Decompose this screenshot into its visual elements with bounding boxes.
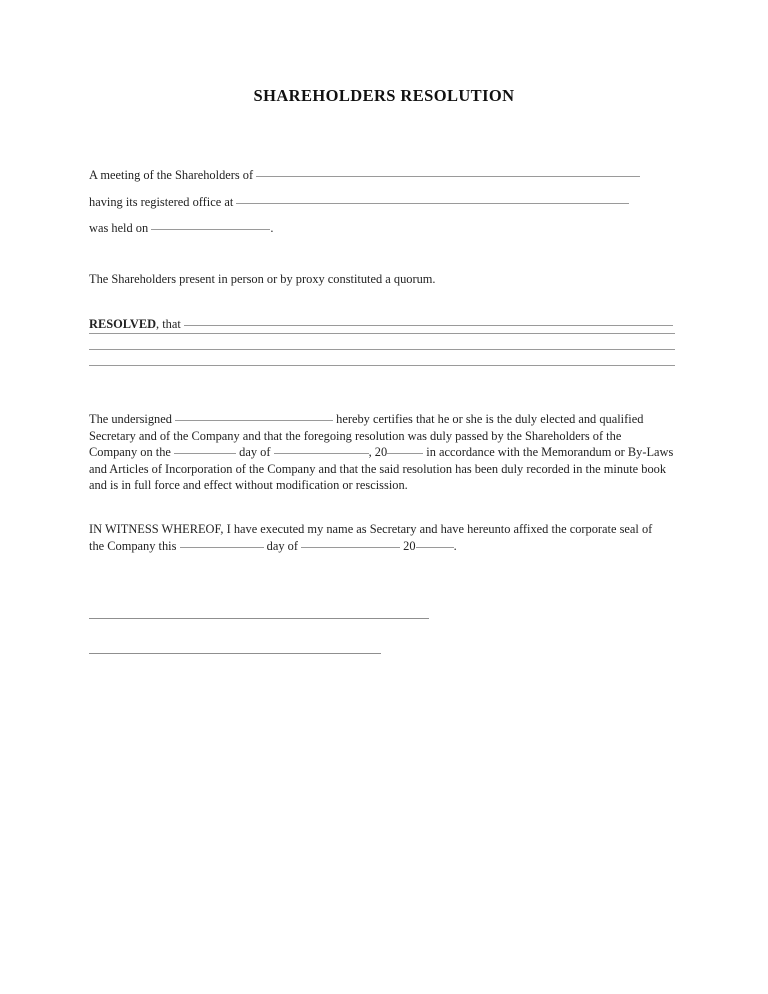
witness-line2-a: the Company this	[89, 538, 177, 553]
signature-line-secondary[interactable]	[89, 653, 381, 654]
certification-line3-a: Company on the	[89, 445, 171, 459]
resolution-month-blank[interactable]	[274, 453, 369, 454]
registered-office-blank[interactable]	[236, 203, 629, 204]
signature-block	[89, 608, 679, 654]
resolved-label: RESOLVED	[89, 317, 157, 331]
secretary-name-blank[interactable]	[175, 420, 333, 421]
quorum-statement: The Shareholders present in person or by proxy constituted a quorum.	[89, 272, 436, 286]
certification-line-4: and Articles of Incorporation of the Company and that the said resolution has been duly recorded in the minute book	[89, 461, 667, 476]
certification-line-3	[89, 444, 679, 461]
certification-line3-d: in accordance with the Memorandum or By-Laws	[426, 445, 674, 459]
resolution-blank-row[interactable]	[89, 333, 679, 349]
meeting-of-shareholders-line	[89, 168, 679, 183]
held-line-prefix: was held on	[89, 221, 149, 235]
resolution-extra-lines	[89, 333, 679, 381]
office-line-prefix: having its registered office at	[89, 195, 234, 209]
witness-year-blank[interactable]	[416, 547, 454, 548]
certification-line-2: Secretary and of the Company and that the foregoing resolution was duly passed by the Shareholders of the	[89, 428, 622, 443]
resolution-blank-row[interactable]	[89, 349, 679, 365]
certification-line-1	[89, 411, 679, 428]
meeting-date-line	[89, 221, 679, 236]
certification-line3-c: , 20	[368, 445, 388, 459]
resolution-year-blank[interactable]	[387, 453, 423, 454]
witness-month-blank[interactable]	[301, 547, 400, 548]
company-name-blank[interactable]	[256, 176, 640, 177]
resolution-day-blank[interactable]	[174, 453, 236, 454]
resolution-blank-row[interactable]	[89, 365, 679, 381]
signature-line-primary[interactable]	[89, 618, 429, 619]
page-title: SHAREHOLDERS RESOLUTION	[253, 86, 515, 105]
resolution-text-blank[interactable]	[184, 325, 673, 326]
resolved-line	[89, 317, 679, 332]
resolved-after-label: , that	[156, 317, 181, 331]
certification-part1: The undersigned	[89, 412, 172, 426]
witness-day-blank[interactable]	[180, 547, 264, 548]
certification-line-5: and is in full force and effect without modification or rescission.	[89, 478, 408, 492]
witness-line-2	[89, 538, 679, 555]
registered-office-line	[89, 195, 679, 210]
held-line-suffix: .	[270, 221, 274, 235]
witness-line-1: IN WITNESS WHEREOF, I have executed my name as Secretary and have hereunto affixed the corporate seal of	[89, 522, 653, 536]
certification-line3-b: day of	[239, 445, 271, 459]
witness-line2-d: .	[453, 538, 457, 553]
certification-part2: hereby certifies that he or she is the duly elected and qualified	[336, 412, 644, 426]
certification-paragraph	[89, 411, 679, 494]
witness-paragraph	[89, 521, 679, 554]
witness-line2-b: day of	[266, 538, 298, 553]
witness-line2-c: 20	[403, 538, 416, 553]
meeting-line-prefix: A meeting of the Shareholders of	[89, 168, 254, 182]
meeting-date-blank[interactable]	[151, 229, 270, 230]
